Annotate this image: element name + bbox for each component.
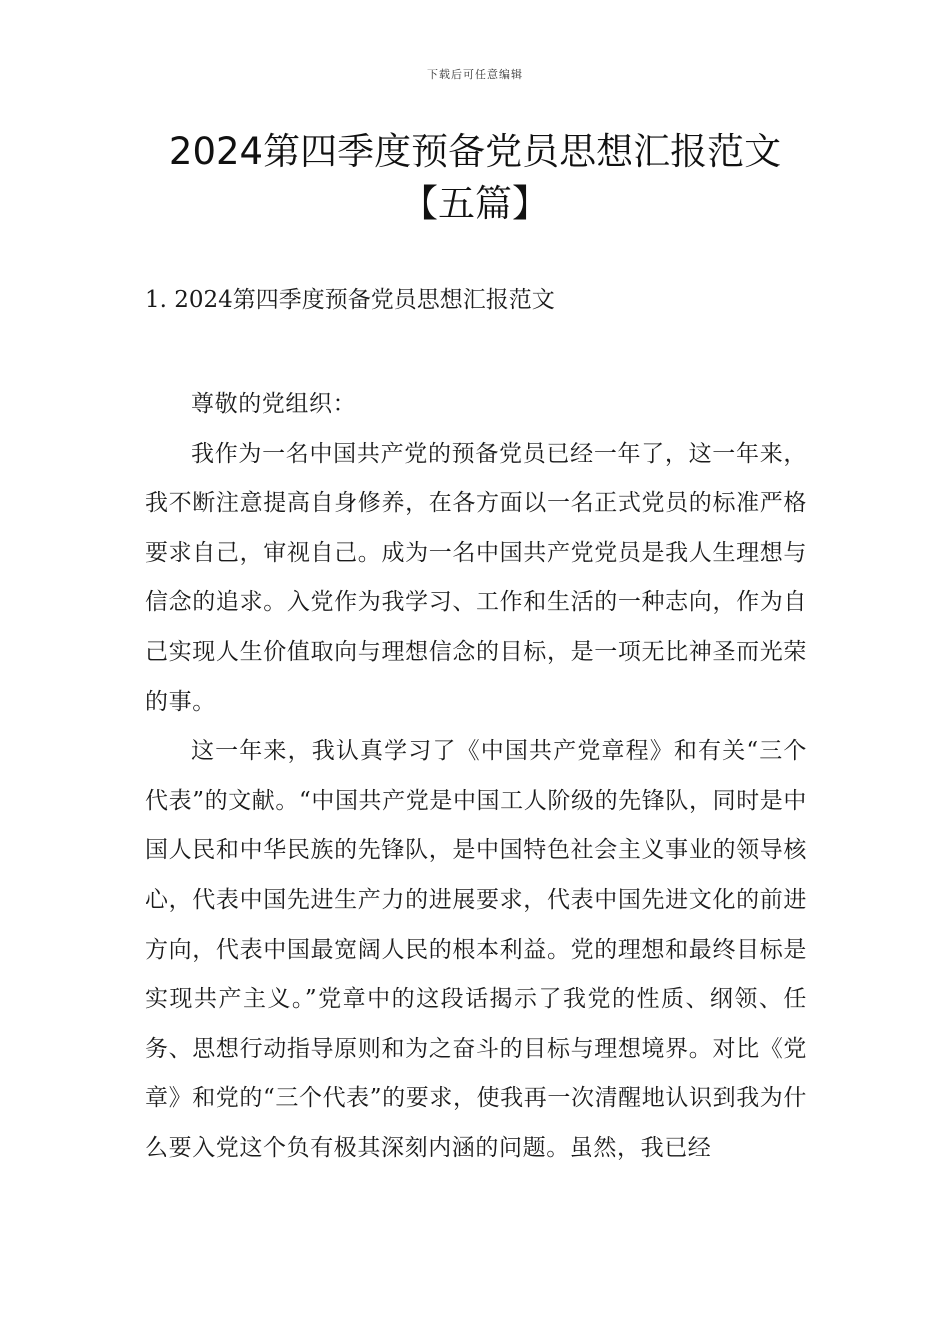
header-note: 下载后可任意编辑: [427, 68, 523, 81]
section-heading: 1. 2024第四季度预备党员思想汇报范文: [145, 287, 555, 313]
body-paragraph-1: 我作为一名中国共产党的预备党员已经一年了，这一年来，我不断注意提高自身修养，在各方面以一名正式党员的标准严格要求自己，审视自己。成为一名中国共产党党员是我人生理想与信念的追求。入党作为我学习、工作和生活的一种志向，作为自己实现人生价值取向与理想信念的目标，是一项无比神圣而光荣的事。: [145, 440, 807, 715]
document-title: 2024第四季度预备党员思想汇报范文【五篇】: [168, 130, 782, 225]
body-paragraph-2: 这一年来，我认真学习了《中国共产党章程》和有关“三个代表”的文献。“中国共产党是中国工人阶级的先锋队，同时是中国人民和中华民族的先锋队，是中国特色社会主义事业的领导核心，代表中国先进生产力的进展要求，代表中国先进文化的前进方向，代表中国最宽阔人民的根本利益。党的理想和最终目标是实现共产主义。”党章中的这段话揭示了我党的性质、纲领、任务、思想行动指导原则和为之奋斗的目标与理想境界。对比《党章》和党的“三个代表”的要求，使我再一次清醒地认识到我为什么要入党这个负有极其深刻内涵的问题。虽然，我已经: [145, 738, 807, 1161]
document-body: [145, 380, 807, 1174]
salutation: 尊敬的党组织：: [191, 391, 357, 417]
